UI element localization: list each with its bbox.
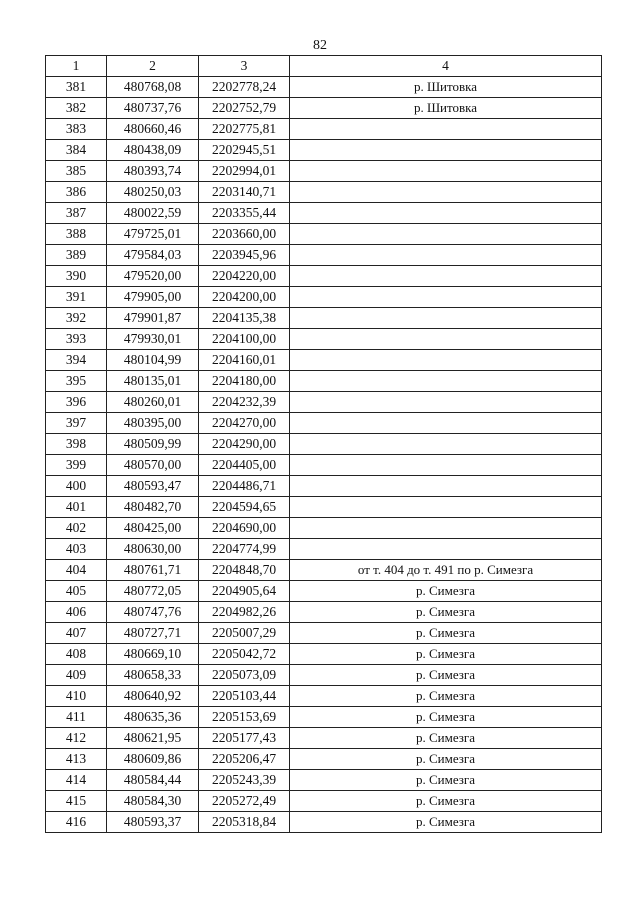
- point-number-cell: 402: [46, 518, 107, 539]
- y-coordinate-cell: 2205206,47: [199, 749, 290, 770]
- description-cell: [290, 350, 602, 371]
- y-coordinate-cell: 2203945,96: [199, 245, 290, 266]
- point-number-cell: 387: [46, 203, 107, 224]
- table-row: [46, 392, 602, 413]
- y-coordinate-cell: 2205103,44: [199, 686, 290, 707]
- x-coordinate-cell: 480250,03: [107, 182, 199, 203]
- y-coordinate-cell: 2202752,79: [199, 98, 290, 119]
- table-row: [46, 308, 602, 329]
- y-coordinate-cell: 2204100,00: [199, 329, 290, 350]
- x-coordinate-cell: 480593,37: [107, 812, 199, 833]
- page-number: 82: [313, 38, 327, 53]
- point-number-cell: 398: [46, 434, 107, 455]
- point-number-cell: 396: [46, 392, 107, 413]
- table-row: [46, 98, 602, 119]
- description-cell: [290, 308, 602, 329]
- x-coordinate-cell: 480438,09: [107, 140, 199, 161]
- y-coordinate-cell: 2205243,39: [199, 770, 290, 791]
- coordinates-table: [45, 55, 602, 833]
- y-coordinate-cell: 2204270,00: [199, 413, 290, 434]
- description-cell: р. Симезга: [290, 581, 602, 602]
- table-row: [46, 140, 602, 161]
- description-cell: [290, 434, 602, 455]
- description-cell: [290, 140, 602, 161]
- description-cell: [290, 203, 602, 224]
- y-coordinate-cell: 2204486,71: [199, 476, 290, 497]
- point-number-cell: 403: [46, 539, 107, 560]
- description-cell: [290, 371, 602, 392]
- x-coordinate-cell: 479725,01: [107, 224, 199, 245]
- x-coordinate-cell: 480658,33: [107, 665, 199, 686]
- x-coordinate-cell: 480609,86: [107, 749, 199, 770]
- x-coordinate-cell: 480630,00: [107, 539, 199, 560]
- x-coordinate-cell: 480104,99: [107, 350, 199, 371]
- table-header-row: [46, 56, 602, 77]
- y-coordinate-cell: 2205153,69: [199, 707, 290, 728]
- x-coordinate-cell: 480761,71: [107, 560, 199, 581]
- description-cell: [290, 245, 602, 266]
- x-coordinate-cell: 480768,08: [107, 77, 199, 98]
- x-coordinate-cell: 479930,01: [107, 329, 199, 350]
- point-number-cell: 412: [46, 728, 107, 749]
- point-number-cell: 401: [46, 497, 107, 518]
- point-number-cell: 409: [46, 665, 107, 686]
- point-number-cell: 406: [46, 602, 107, 623]
- description-cell: р. Симезга: [290, 812, 602, 833]
- table-row: [46, 266, 602, 287]
- description-cell: [290, 287, 602, 308]
- point-number-cell: 410: [46, 686, 107, 707]
- y-coordinate-cell: 2204160,01: [199, 350, 290, 371]
- table-row: [46, 371, 602, 392]
- x-coordinate-cell: 480593,47: [107, 476, 199, 497]
- column-header-4: 4: [290, 56, 602, 77]
- table-row: [46, 749, 602, 770]
- point-number-cell: 405: [46, 581, 107, 602]
- table-row: [46, 728, 602, 749]
- point-number-cell: 389: [46, 245, 107, 266]
- point-number-cell: 397: [46, 413, 107, 434]
- x-coordinate-cell: 479905,00: [107, 287, 199, 308]
- point-number-cell: 416: [46, 812, 107, 833]
- y-coordinate-cell: 2205318,84: [199, 812, 290, 833]
- x-coordinate-cell: 480621,95: [107, 728, 199, 749]
- x-coordinate-cell: 480584,44: [107, 770, 199, 791]
- column-header-2: 2: [107, 56, 199, 77]
- y-coordinate-cell: 2205073,09: [199, 665, 290, 686]
- table-row: [46, 455, 602, 476]
- point-number-cell: 394: [46, 350, 107, 371]
- description-cell: р. Шитовка: [290, 98, 602, 119]
- x-coordinate-cell: 480584,30: [107, 791, 199, 812]
- description-cell: от т. 404 до т. 491 по р. Симезга: [290, 560, 602, 581]
- point-number-cell: 385: [46, 161, 107, 182]
- y-coordinate-cell: 2202945,51: [199, 140, 290, 161]
- point-number-cell: 382: [46, 98, 107, 119]
- table-row: [46, 497, 602, 518]
- description-cell: [290, 329, 602, 350]
- description-cell: [290, 182, 602, 203]
- y-coordinate-cell: 2204905,64: [199, 581, 290, 602]
- point-number-cell: 393: [46, 329, 107, 350]
- table-row: [46, 602, 602, 623]
- description-cell: р. Симезга: [290, 707, 602, 728]
- column-header-3: 3: [199, 56, 290, 77]
- table-row: [46, 665, 602, 686]
- point-number-cell: 404: [46, 560, 107, 581]
- table-row: [46, 203, 602, 224]
- table-row: [46, 287, 602, 308]
- table-row: [46, 686, 602, 707]
- table-row: [46, 434, 602, 455]
- table-row: [46, 224, 602, 245]
- table-row: [46, 413, 602, 434]
- x-coordinate-cell: 480022,59: [107, 203, 199, 224]
- table-row: [46, 77, 602, 98]
- table-body: [46, 77, 602, 833]
- x-coordinate-cell: 480395,00: [107, 413, 199, 434]
- table-row: [46, 791, 602, 812]
- x-coordinate-cell: 480260,01: [107, 392, 199, 413]
- x-coordinate-cell: 480570,00: [107, 455, 199, 476]
- table-row: [46, 581, 602, 602]
- point-number-cell: 390: [46, 266, 107, 287]
- description-cell: [290, 224, 602, 245]
- table-row: [46, 518, 602, 539]
- y-coordinate-cell: 2204405,00: [199, 455, 290, 476]
- table-row: [46, 539, 602, 560]
- x-coordinate-cell: 480482,70: [107, 497, 199, 518]
- description-cell: р. Симезга: [290, 728, 602, 749]
- description-cell: р. Симезга: [290, 665, 602, 686]
- point-number-cell: 383: [46, 119, 107, 140]
- y-coordinate-cell: 2205042,72: [199, 644, 290, 665]
- x-coordinate-cell: 480393,74: [107, 161, 199, 182]
- x-coordinate-cell: 480737,76: [107, 98, 199, 119]
- y-coordinate-cell: 2203355,44: [199, 203, 290, 224]
- table-row: [46, 161, 602, 182]
- x-coordinate-cell: 480135,01: [107, 371, 199, 392]
- description-cell: [290, 539, 602, 560]
- point-number-cell: 400: [46, 476, 107, 497]
- point-number-cell: 395: [46, 371, 107, 392]
- y-coordinate-cell: 2204594,65: [199, 497, 290, 518]
- description-cell: [290, 161, 602, 182]
- table-row: [46, 329, 602, 350]
- description-cell: р. Шитовка: [290, 77, 602, 98]
- point-number-cell: 386: [46, 182, 107, 203]
- table-row: [46, 350, 602, 371]
- point-number-cell: 407: [46, 623, 107, 644]
- description-cell: [290, 119, 602, 140]
- description-cell: р. Симезга: [290, 791, 602, 812]
- description-cell: [290, 392, 602, 413]
- y-coordinate-cell: 2204848,70: [199, 560, 290, 581]
- table-row: [46, 560, 602, 581]
- point-number-cell: 392: [46, 308, 107, 329]
- point-number-cell: 411: [46, 707, 107, 728]
- y-coordinate-cell: 2204290,00: [199, 434, 290, 455]
- y-coordinate-cell: 2205007,29: [199, 623, 290, 644]
- y-coordinate-cell: 2204232,39: [199, 392, 290, 413]
- y-coordinate-cell: 2205177,43: [199, 728, 290, 749]
- description-cell: [290, 455, 602, 476]
- y-coordinate-cell: 2204180,00: [199, 371, 290, 392]
- description-cell: [290, 266, 602, 287]
- x-coordinate-cell: 479520,00: [107, 266, 199, 287]
- table-row: [46, 707, 602, 728]
- point-number-cell: 415: [46, 791, 107, 812]
- table-row: [46, 182, 602, 203]
- y-coordinate-cell: 2202778,24: [199, 77, 290, 98]
- description-cell: р. Симезга: [290, 602, 602, 623]
- table-row: [46, 770, 602, 791]
- table-row: [46, 245, 602, 266]
- y-coordinate-cell: 2202775,81: [199, 119, 290, 140]
- description-cell: р. Симезга: [290, 686, 602, 707]
- description-cell: [290, 497, 602, 518]
- description-cell: р. Симезга: [290, 749, 602, 770]
- point-number-cell: 399: [46, 455, 107, 476]
- point-number-cell: 413: [46, 749, 107, 770]
- x-coordinate-cell: 480660,46: [107, 119, 199, 140]
- x-coordinate-cell: 480635,36: [107, 707, 199, 728]
- y-coordinate-cell: 2203140,71: [199, 182, 290, 203]
- description-cell: р. Симезга: [290, 644, 602, 665]
- table-row: [46, 644, 602, 665]
- y-coordinate-cell: 2205272,49: [199, 791, 290, 812]
- y-coordinate-cell: 2203660,00: [199, 224, 290, 245]
- y-coordinate-cell: 2204982,26: [199, 602, 290, 623]
- x-coordinate-cell: 480669,10: [107, 644, 199, 665]
- point-number-cell: 414: [46, 770, 107, 791]
- y-coordinate-cell: 2204135,38: [199, 308, 290, 329]
- table-row: [46, 812, 602, 833]
- y-coordinate-cell: 2204774,99: [199, 539, 290, 560]
- x-coordinate-cell: 480747,76: [107, 602, 199, 623]
- x-coordinate-cell: 480772,05: [107, 581, 199, 602]
- y-coordinate-cell: 2204690,00: [199, 518, 290, 539]
- column-header-1: 1: [46, 56, 107, 77]
- y-coordinate-cell: 2204220,00: [199, 266, 290, 287]
- x-coordinate-cell: 480425,00: [107, 518, 199, 539]
- y-coordinate-cell: 2204200,00: [199, 287, 290, 308]
- point-number-cell: 408: [46, 644, 107, 665]
- x-coordinate-cell: 479584,03: [107, 245, 199, 266]
- y-coordinate-cell: 2202994,01: [199, 161, 290, 182]
- description-cell: р. Симезга: [290, 623, 602, 644]
- table-row: [46, 476, 602, 497]
- point-number-cell: 391: [46, 287, 107, 308]
- description-cell: [290, 413, 602, 434]
- x-coordinate-cell: 479901,87: [107, 308, 199, 329]
- x-coordinate-cell: 480640,92: [107, 686, 199, 707]
- description-cell: [290, 476, 602, 497]
- description-cell: р. Симезга: [290, 770, 602, 791]
- x-coordinate-cell: 480509,99: [107, 434, 199, 455]
- point-number-cell: 388: [46, 224, 107, 245]
- description-cell: [290, 518, 602, 539]
- table-row: [46, 119, 602, 140]
- point-number-cell: 381: [46, 77, 107, 98]
- point-number-cell: 384: [46, 140, 107, 161]
- x-coordinate-cell: 480727,71: [107, 623, 199, 644]
- table-row: [46, 623, 602, 644]
